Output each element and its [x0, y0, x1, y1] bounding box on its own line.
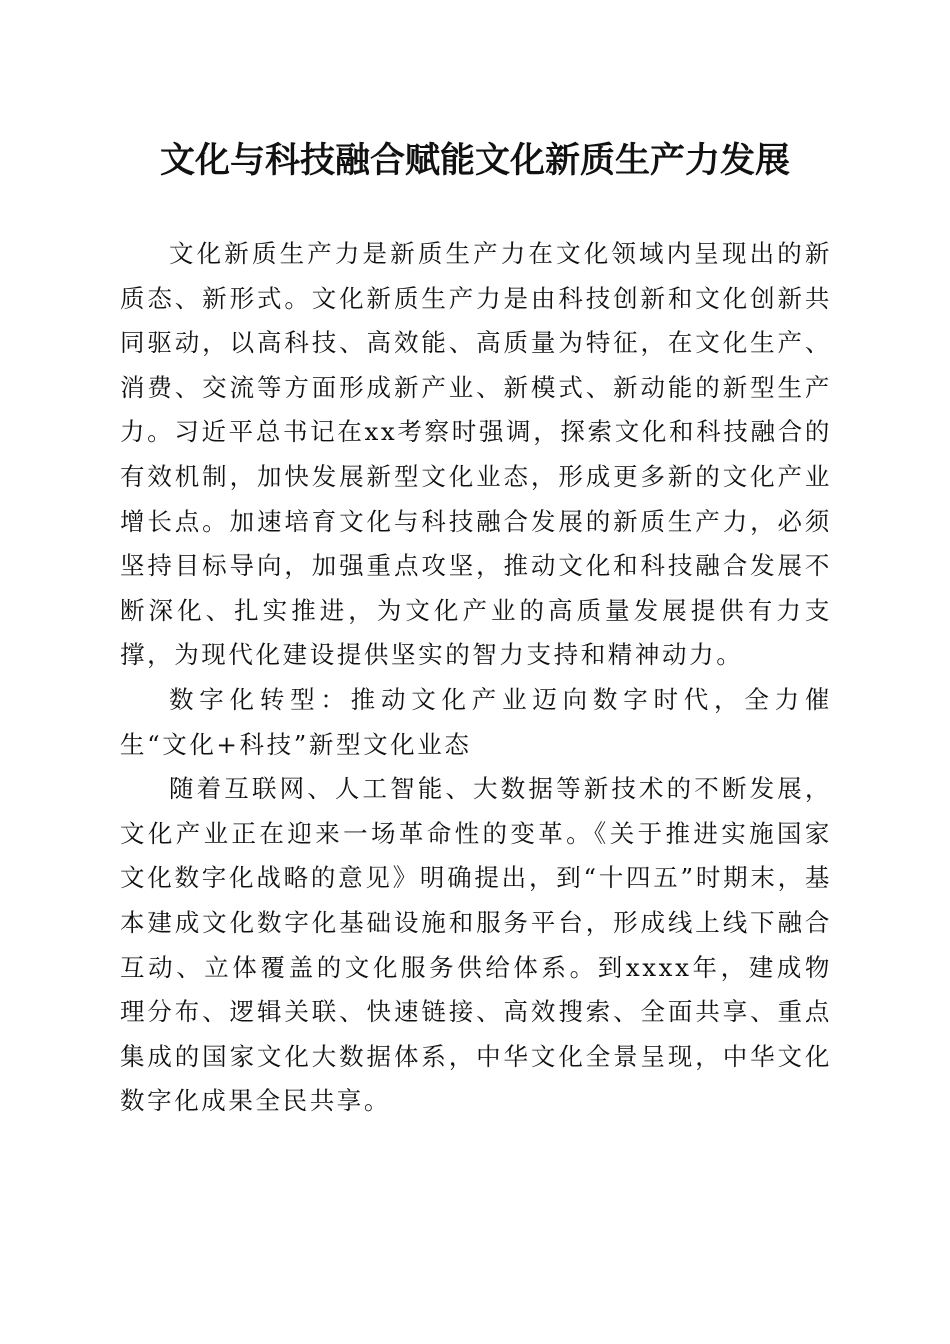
- section-heading-digital-transformation: 数字化转型：推动文化产业迈向数字时代，全力催生“文化+科技”新型文化业态: [120, 684, 832, 759]
- document-body: [120, 232, 832, 1124]
- paragraph-intro: 文化新质生产力是新质生产力在文化领域内呈现出的新质态、新形式。文化新质生产力是由科技创新和文化创新共同驱动，以高科技、高效能、高质量为特征，在文化生产、消费、交流等方面形成新产业、新模式、新动能的新型生产力。习近平总书记在xx考察时强调，探索文化和科技融合的有效机制，加快发展新型文化业态，形成更多新的文化产业增长点。加速培育文化与科技融合发展的新质生产力，必须坚持目标导向，加强重点攻坚，推动文化和科技融合发展不断深化、扎实推进，为文化产业的高质量发展提供有力支撑，为现代化建设提供坚实的智力支持和精神动力。: [120, 239, 832, 670]
- document-title: 文化与科技融合赋能文化新质生产力发展: [159, 140, 790, 181]
- paragraph-digital-transformation: 随着互联网、人工智能、大数据等新技术的不断发展，文化产业正在迎来一场革命性的变革。《关于推进实施国家文化数字化战略的意见》明确提出，到“十四五”时期末，基本建成文化数字化基础设施和服务平台，形成线上线下融合互动、立体覆盖的文化服务供给体系。到xxxx年，建成物理分布、逻辑关联、快速链接、高效搜索、全面共享、重点集成的国家文化大数据体系，中华文化全景呈现，中华文化数字化成果全民共享。: [120, 774, 832, 1116]
